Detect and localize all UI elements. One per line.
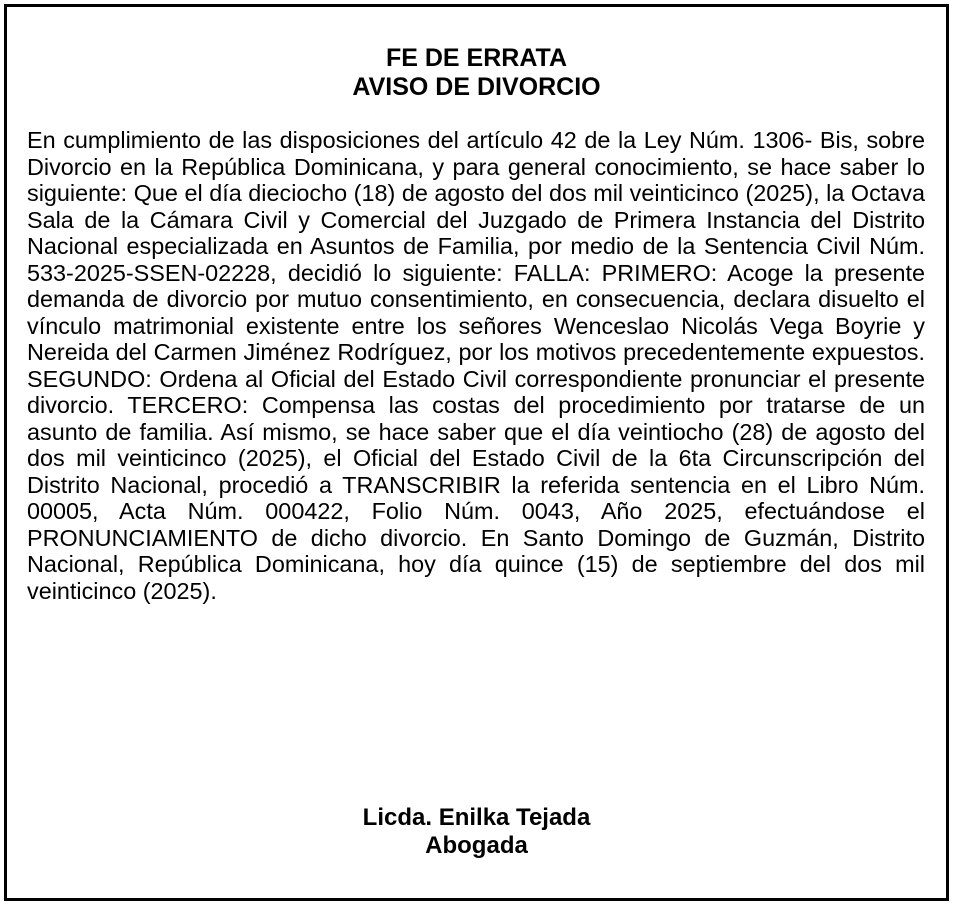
signature-block	[7, 804, 946, 860]
notice-body: En cumplimiento de las disposiciones del artículo 42 de la Ley Núm. 1306- Bis, sobre Divorcio en la República Dominicana, y para general conocimiento, se hace saber lo siguiente: Que el día dieciocho (18) de agosto del dos mil veinticinco (2025), la Octava Sala de la Cámara Civil y Comercial del Juzgado de Primera Instancia del Distrito Nacional especializada en Asuntos de Familia, por medio de la Sentencia Civil Núm. 533-2025-SSEN-02228, decidió lo siguiente: FALLA: PRIMERO: Acoge la presente demanda de divorcio por mutuo consentimiento, en consecuencia, declara disuelto el vínculo matrimonial existente entre los señores Wenceslao Nicolás Vega Boyrie y Nereida del Carmen Jiménez Rodríguez, por los motivos precedentemente expuestos. SEGUNDO: Ordena al Oficial del Estado Civil correspondiente pronunciar el presente divorcio. TERCERO: Compensa las costas del procedimiento por tratarse de un asunto de familia. Así mismo, se hace saber que el día veintiocho (28) de agosto del dos mil veinticinco (2025), el Oficial del Estado Civil de la 6ta Circunscripción del Distrito Nacional, procedió a TRANSCRIBIR la referida sentencia en el Libro Núm. 00005, Acta Núm. 000422, Folio Núm. 0043, Año 2025, efectuándose el PRONUNCIAMIENTO de dicho divorcio. En Santo Domingo de Guzmán, Distrito Nacional, República Dominicana, hoy día quince (15) de septiembre del dos mil veinticinco (2025).	[27, 127, 925, 604]
notice-title-errata: FE DE ERRATA	[385, 44, 568, 72]
legal-notice	[4, 4, 949, 901]
signer-name: Licda. Enilka Tejada	[362, 804, 591, 831]
notice-heading	[7, 44, 946, 102]
notice-title-divorce: AVISO DE DIVORCIO	[352, 73, 601, 101]
signer-title: Abogada	[425, 832, 528, 859]
